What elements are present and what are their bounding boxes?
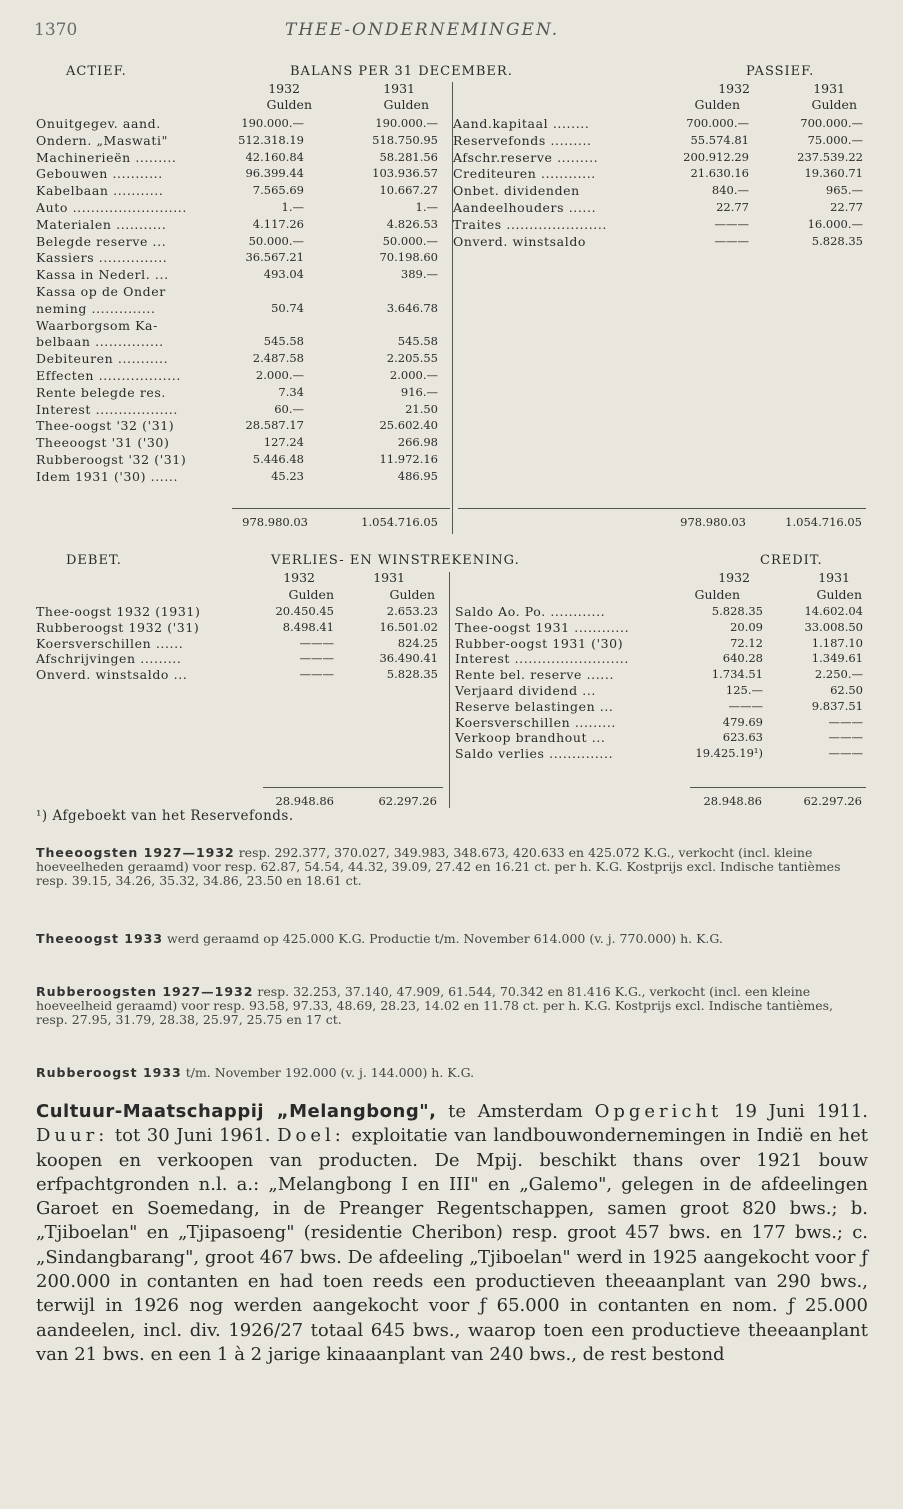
duur-value: tot 30 Juni 1961. <box>108 1125 278 1147</box>
value-1931: 3.646.78 <box>386 300 438 315</box>
paragraph-text: resp. 292.377, 370.027, 349.983, 348.673, 420.633 en 425.072 K.G., verkocht (incl. kleine hoeveelheden geraamd) voor resp. 62.87, 54.54, 44.32, 39.09, 27.42 en 16.21 ct. per h. K.G. Kostprijs excl. Indische tantièmes resp. 39.15, 34.26, 35.32, 34.86, 23.50 en 18.61 ct. <box>36 845 841 888</box>
row-label: Afschr.reserve ......... <box>453 149 599 165</box>
value-1931: 19.360.71 <box>804 166 863 181</box>
value-1931: ——— <box>828 730 863 745</box>
value-1931: 2.250.— <box>814 667 863 682</box>
value-1932: 200.912.29 <box>683 149 749 164</box>
row-label: Interest .................. <box>36 401 178 417</box>
value-1931: 965.— <box>825 183 863 198</box>
value-1931: 190.000.— <box>375 116 438 130</box>
passief-label: PASSIEF. <box>746 64 815 79</box>
pnl-unit-right-1: Gulden <box>694 587 740 602</box>
value-1931: 545.58 <box>397 334 438 349</box>
paragraph-theeoogsten <box>36 846 868 888</box>
pnl-year-1931-left: 1931 <box>373 570 405 585</box>
value-1931: 2.653.23 <box>386 604 438 618</box>
value-1931: 62.50 <box>830 683 863 697</box>
row-label: Saldo verlies .............. <box>455 746 614 762</box>
row-label: Reservefonds ......... <box>453 132 592 148</box>
row-label: Effecten .................. <box>36 368 181 383</box>
value-1931: 22.77 <box>830 200 863 214</box>
value-1932: 72.12 <box>730 635 763 650</box>
value-1931: 33.008.50 <box>804 619 863 634</box>
paragraph-rubberoogsten <box>36 985 868 1027</box>
actief-label: ACTIEF. <box>66 64 127 79</box>
paragraph-text: resp. 32.253, 37.140, 47.909, 61.544, 70.342 en 81.416 K.G., verkocht (incl. een kleine hoeveelheid geraamd) voor resp. 93.58, 97.33, 48.69, 28.23, 14.02 en 11.78 ct. per h. K.G. Kostprijs excl. Indische tantièmes, resp. 27.95, 31.79, 28.38, 25.97, 25.75 en 17 ct. <box>36 984 834 1027</box>
row-label: Materialen ........... <box>36 216 167 232</box>
row-label: Thee-oogst 1931 ............ <box>455 619 630 635</box>
pnl-total-right-1931: 62.297.26 <box>803 794 862 808</box>
row-label: Onuitgegev. aand. <box>36 116 161 131</box>
pnl-year-1932-right: 1932 <box>718 570 750 585</box>
value-1932: ——— <box>714 216 749 231</box>
paragraph-lead: Theeoogst 1933 <box>36 931 164 946</box>
value-1932: 22.77 <box>716 200 749 214</box>
row-label: Koersverschillen ......... <box>455 714 616 730</box>
row-label: Onverd. winstsaldo <box>453 233 587 249</box>
value-1931: ——— <box>828 746 863 761</box>
value-1931: 486.95 <box>397 468 438 483</box>
row-label: Belegde reserve ... <box>36 233 167 249</box>
value-1931: 14.602.04 <box>804 604 863 618</box>
value-1931: 50.000.— <box>382 233 438 248</box>
value-1932: 2.487.58 <box>252 351 304 366</box>
row-label: Kassa op de Onder <box>36 284 166 299</box>
company-city: te Amsterdam <box>436 1101 583 1122</box>
value-1932: 20.450.45 <box>275 604 334 618</box>
balance-divider <box>452 82 453 534</box>
value-1931: 16.000.— <box>807 216 863 231</box>
page-header-title: THEE-ONDERNEMINGEN. <box>285 20 560 40</box>
value-1932: 7.34 <box>278 384 304 399</box>
value-1931: 518.750.95 <box>372 132 438 147</box>
balance-year-1932-left: 1932 <box>268 81 300 96</box>
row-label: Onverd. winstsaldo ... <box>36 667 188 683</box>
value-1932: 1.734.51 <box>711 667 763 682</box>
value-1932: 840.— <box>711 183 749 198</box>
value-1932: 36.567.21 <box>245 250 304 265</box>
value-1931: 5.828.35 <box>386 667 438 682</box>
row-label: belbaan ............... <box>36 334 164 350</box>
row-label: Verkoop brandhout ... <box>455 730 606 746</box>
duur-label: Duur: <box>36 1125 109 1147</box>
value-1932: 45.23 <box>271 468 304 483</box>
value-1932: ——— <box>299 635 334 650</box>
value-1931: 9.837.51 <box>811 698 863 713</box>
value-1932: 127.24 <box>263 435 304 450</box>
doel-label: Doel: <box>277 1125 345 1147</box>
pnl-total-rule-right <box>690 787 866 788</box>
credit-label: CREDIT. <box>760 553 823 568</box>
row-label: Kabelbaan ........... <box>36 183 164 199</box>
paragraph-text: werd geraamd op 425.000 K.G. Productie t/m. November 614.000 (v. j. 770.000) h. K.G. <box>163 931 723 946</box>
balance-year-1931-left: 1931 <box>383 81 415 96</box>
pnl-unit-left-2: Gulden <box>389 587 435 602</box>
value-1932: 190.000.— <box>241 116 304 130</box>
pnl-divider <box>449 572 450 808</box>
value-1931: 1.— <box>415 200 438 214</box>
value-1932: 8.498.41 <box>282 619 334 634</box>
value-1931: 5.828.35 <box>811 233 863 248</box>
row-label: Onbet. dividenden <box>453 183 580 199</box>
value-1931: 1.187.10 <box>811 635 863 650</box>
value-1932: 545.58 <box>263 334 304 349</box>
value-1931: 11.972.16 <box>379 452 438 466</box>
value-1932: 7.565.69 <box>252 183 304 198</box>
company-entry <box>36 1100 868 1367</box>
value-1931: 25.602.40 <box>379 418 438 433</box>
row-label: Ondern. „Maswati" <box>36 132 168 148</box>
balance-total-left-1931: 1.054.716.05 <box>361 515 438 529</box>
row-label: Rente bel. reserve ...... <box>455 667 615 683</box>
row-label: Traites ...................... <box>453 216 607 232</box>
opgericht-label: Opgericht <box>594 1101 723 1122</box>
paragraph-lead: Rubberoogst 1933 <box>36 1065 182 1080</box>
value-1931: 824.25 <box>397 635 438 650</box>
value-1932: 479.69 <box>722 714 763 729</box>
row-label: Verjaard dividend ... <box>455 683 596 698</box>
row-label: Koersverschillen ...... <box>36 635 184 651</box>
row-label: Crediteuren ............ <box>453 166 596 182</box>
value-1931: 4.826.53 <box>386 216 438 231</box>
balance-unit-left-1: Gulden <box>266 97 312 112</box>
row-label: Interest ......................... <box>455 651 629 667</box>
value-1932: ——— <box>728 698 763 713</box>
pnl-total-left-1932: 28.948.86 <box>275 794 334 808</box>
value-1932: 50.000.— <box>248 233 304 248</box>
paragraph-theeoogst-1933 <box>36 932 868 946</box>
value-1931: 389.— <box>400 267 438 282</box>
paragraph-text: t/m. November 192.000 (v. j. 144.000) h. K.G. <box>181 1065 475 1080</box>
value-1932: 493.04 <box>263 267 304 282</box>
pnl-unit-left-1: Gulden <box>288 587 334 602</box>
balance-unit-right-1: Gulden <box>694 97 740 112</box>
value-1932: 4.117.26 <box>252 216 304 231</box>
paragraph-rubberoogst-1933 <box>36 1066 868 1080</box>
row-label: Auto ......................... <box>36 200 187 215</box>
value-1932: 42.160.84 <box>245 149 304 164</box>
balance-unit-left-2: Gulden <box>383 97 429 112</box>
value-1931: 2.205.55 <box>386 351 438 366</box>
value-1932: ——— <box>714 233 749 248</box>
value-1932: 19.425.19¹) <box>695 746 763 761</box>
balance-year-1932-right: 1932 <box>718 81 750 96</box>
row-label: Debiteuren ........... <box>36 351 169 367</box>
value-1931: 1.349.61 <box>811 651 863 666</box>
row-label: Rubber-oogst 1931 ('30) <box>455 635 624 651</box>
value-1932: 640.28 <box>722 651 763 666</box>
value-1932: 700.000.— <box>686 116 749 130</box>
paragraph-lead: Rubberoogsten 1927—1932 <box>36 984 254 999</box>
value-1932: 623.63 <box>722 730 763 745</box>
row-label: Reserve belastingen ... <box>455 698 614 714</box>
row-label: Afschrijvingen ......... <box>36 651 182 667</box>
value-1931: 75.000.— <box>807 132 863 147</box>
row-label: Theeoogst '31 ('30) <box>36 435 170 451</box>
balance-total-rule-right <box>458 508 866 509</box>
value-1931: 16.501.02 <box>379 619 438 634</box>
value-1931: 58.281.56 <box>379 149 438 164</box>
row-label: Idem 1931 ('30) ...... <box>36 468 179 484</box>
pnl-unit-right-2: Gulden <box>816 587 862 602</box>
value-1932: 20.09 <box>730 619 763 634</box>
row-label: Thee-oogst '32 ('31) <box>36 418 175 434</box>
row-label: Kassiers ............... <box>36 250 168 266</box>
balance-unit-right-2: Gulden <box>811 97 857 112</box>
value-1932: 55.574.81 <box>690 132 749 147</box>
row-label: Aand.kapitaal ........ <box>453 116 590 131</box>
row-label: Thee-oogst 1932 (1931) <box>36 604 201 619</box>
value-1931: 10.667.27 <box>379 183 438 198</box>
value-1931: 21.50 <box>405 401 438 416</box>
value-1931: ——— <box>828 714 863 729</box>
value-1932: 50.74 <box>271 300 304 315</box>
value-1931: 36.490.41 <box>379 651 438 666</box>
value-1932: 2.000.— <box>255 368 304 382</box>
balance-total-left-1932: 978.980.03 <box>242 515 308 529</box>
value-1931: 237.539.22 <box>797 149 863 164</box>
value-1931: 70.198.60 <box>379 250 438 265</box>
value-1931: 2.000.— <box>389 368 438 382</box>
footnote: ¹) Afgeboekt van het Reservefonds. <box>36 808 294 824</box>
value-1932: 96.399.44 <box>245 166 304 181</box>
row-label: Rubberoogst '32 ('31) <box>36 452 187 467</box>
row-label: Rubberoogst 1932 ('31) <box>36 619 200 635</box>
company-name: Cultuur-Maatschappij „Melangbong", <box>36 1101 437 1122</box>
pnl-year-1931-right: 1931 <box>818 570 850 585</box>
row-label: Aandeelhouders ...... <box>453 200 597 215</box>
doel-value: exploitatie van landbouwondernemingen in Indië en het koopen en verkoopen van producten. De Mpij. beschikt thans over 1921 bouw erfpachtgronden n.l. a.: „Melangbong I en III" en „Galemo", gelegen in de afdeelingen Garoet en Soemedang, in de Preanger Regentschappen, samen groot 820 bws.; b. „Tjiboelan" en „Tjipasoeng" (residentie Cheribon) resp. groot 457 bws. en 177 bws.; c. „Sindangbarang", groot 467 bws. De afdeeling „Tjiboelan" werd in 1925 aangekocht voor ƒ 200.000 in contanten en had toen reeds een productieven theeaanplant van 290 bws., terwijl in 1926 nog werden aangekocht voor ƒ 65.000 in contanten en nom. ƒ 25.000 aandeelen, incl. div. 1926/27 totaal 645 bws., waarop toen een productieve theeaanplant van 21 bws. en een 1 à 2 jarige kinaaanplant van 240 bws., de rest bestond <box>36 1125 868 1365</box>
pnl-title: VERLIES- EN WINSTREKENING. <box>271 553 520 568</box>
value-1932: 5.828.35 <box>711 604 763 618</box>
value-1931: 700.000.— <box>800 116 863 130</box>
balance-total-right-1932: 978.980.03 <box>680 515 746 529</box>
pnl-total-left-1931: 62.297.26 <box>378 794 437 808</box>
row-label: Gebouwen ........... <box>36 166 163 182</box>
row-label: Machinerieën ......... <box>36 149 177 165</box>
balance-year-1931-right: 1931 <box>813 81 845 96</box>
value-1931: 103.936.57 <box>372 166 438 181</box>
value-1932: 28.587.17 <box>245 418 304 433</box>
value-1932: ——— <box>299 651 334 666</box>
page-number: 1370 <box>34 20 78 40</box>
opgericht-value: 19 Juni 1911. <box>722 1101 869 1122</box>
value-1932: 512.318.19 <box>238 132 304 147</box>
pnl-year-1932-left: 1932 <box>283 570 315 585</box>
balance-total-rule-left <box>232 508 450 509</box>
balance-title: BALANS PER 31 DECEMBER. <box>290 64 513 79</box>
value-1931: 916.— <box>400 384 438 399</box>
balance-total-right-1931: 1.054.716.05 <box>785 515 862 529</box>
value-1932: ——— <box>299 667 334 682</box>
debet-label: DEBET. <box>66 553 122 568</box>
row-label: Saldo Ao. Po. ............ <box>455 604 606 619</box>
value-1932: 5.446.48 <box>252 452 304 466</box>
row-label: Kassa in Nederl. ... <box>36 267 169 283</box>
value-1932: 125.— <box>725 683 763 697</box>
row-label: neming .............. <box>36 300 156 316</box>
pnl-total-rule-left <box>263 787 443 788</box>
row-label: Rente belegde res. <box>36 384 166 400</box>
paragraph-lead: Theeoogsten 1927—1932 <box>36 845 235 860</box>
row-label: Waarborgsom Ka- <box>36 317 158 333</box>
value-1932: 60.— <box>274 401 304 416</box>
value-1932: 1.— <box>281 200 304 214</box>
pnl-total-right-1932: 28.948.86 <box>703 794 762 808</box>
value-1932: 21.630.16 <box>690 166 749 181</box>
value-1931: 266.98 <box>397 435 438 450</box>
